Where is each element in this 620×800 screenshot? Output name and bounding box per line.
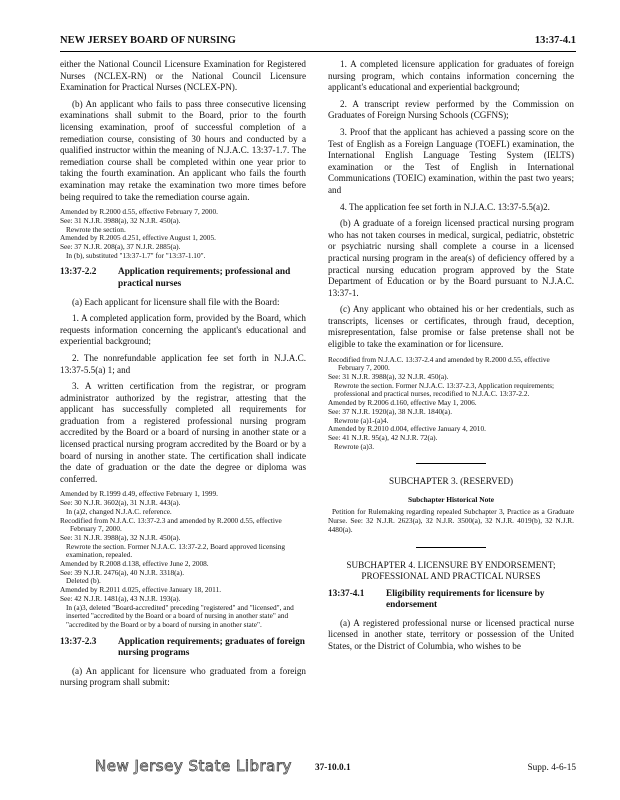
paragraph-2-3-b: (b) A graduate of a foreign licensed practical nursing program who has not taken courses in medical, surgical, pediatric, obstetric or psychiatric nursing shall complete a course in a licensed practical nursing program in the area(s) of deficiency offered by a practical nursing education program approved by the State Department of Education or by the Board pursuant to N.J.A.C. 13:37-1.: [328, 218, 574, 298]
header-title: NEW JERSEY BOARD OF NURSING: [60, 35, 236, 46]
subchapter-historical-note: Petition for Rulemaking regarding repealed Subchapter 3, Practice as a Graduate Nurse. See: 32 N.J.R. 2623(a), 32 N.J.R. 3500(a), 32 N.J.R. 4019(b), 32 N.J.R. 4480(a).: [328, 507, 574, 534]
right-column: [328, 59, 574, 657]
paragraph-2-3-a: (a) An applicant for licensure who graduated from a foreign nursing program shall submit:: [60, 665, 306, 688]
paragraph-2-2-a: (a) Each applicant for licensure shall file with the Board:: [72, 296, 280, 307]
paragraph-4-1-a: (a) A registered professional nurse or licensed practical nurse licensed in another state, territory or possession of the United States, or the District of Columbia, who wishes to be: [328, 617, 574, 651]
library-watermark: New Jersey State Library: [95, 757, 292, 775]
paragraph-2-2-1: 1. A completed application form, provided by the Board, which requests information concerning the applicant's educational and experiential background;: [60, 313, 306, 347]
history-note-2-2: Amended by R.1999 d.49, effective February 1, 1999. See: 30 N.J.R. 3602(a), 31 N.J.R. 443(a). In (a)2, changed N.J.A.C. reference. Recodified from N.J.A.C. 13:37-2.3 and amended by R.2000 d.55, effective February 7, 2000. See: 31 N.J.R. 3988(a), 32 N.J.R. 450(a). Rewrote the section. Former N.J.A.C. 13:37-2.2, Board approved licensing examination, repealed. Amended by R.2008 d.138, effective June 2, 2008. See: 39 N.J.R. 2476(a), 40 N.J.R. 3318(a). Deleted (b). Amended by R.2011 d.025, effective January 18, 2011. See: 42 N.J.R. 1481(a), 43 N.J.R. 193(a). In (a)3, deleted "Board-accredited" preceding "registered" and "licensed", and inserted "accredited by the Board or a board of nursing in another state" and "accredited by the Board or by a board of nursing in another state".: [60, 489, 294, 629]
paragraph-2-2-3: 3. A written certification from the registrar, or program administrator authorized by the registrar, attesting that the applicant has successfully completed all requirements for graduation from a registered professional nursing program accredited by the Board or a board of nursing in another state or a licensed practical nursing program accredited by the Board or by a board of nursing in another state. The certification shall indicate the date of graduation or the date the degree or diploma was conferred.: [60, 381, 306, 484]
page-footer: [60, 757, 576, 777]
history-note-2-3: Recodified from N.J.A.C. 13:37-2.4 and amended by R.2000 d.55, effective February 7, 2000. See: 31 N.J.R. 3988(a), 32 N.J.R. 450(a). Rewrote the section. Former N.J.A.C. 13:37-2.3, Application requirements; professional and practical nurses, recodified to N.J.A.C. 13:37-2.2. Amended by R.2006 d.160, effective May 1, 2006. See: 37 N.J.R. 1920(a), 38 N.J.R. 1840(a). Rewrote (a)1-(a)4. Amended by R.2010 d.004, effective January 4, 2010. See: 41 N.J.R. 95(a), 42 N.J.R. 72(a). Rewrote (a)3.: [328, 354, 555, 451]
paragraph-continued: either the National Council Licensure Examination for Registered Nurses (NCLEX-RN) or the National Council Licensure Examination for Practical Nurses (NCLEX-PN).: [60, 59, 306, 93]
paragraph-2-3-3: 3. Proof that the applicant has achieved a passing score on the Test of English as a Foreign Language (TOEFL) examination, the International English Language Testing System (IELTS) examination or the Test of English in International Communications (TOEIC) examination, within the past two years; and: [328, 126, 574, 195]
history-note-2-1: Amended by R.2000 d.55, effective February 7, 2000. See: 31 N.J.R. 3988(a), 32 N.J.R. 450(a). Rewrote the section. Amended by R.2005 d.251, effective August 1, 2005. See: 37 N.J.R. 208(a), 37 N.J.R. 2885(a). In (b), substituted "13:37-1.7" for "13:37-1.10".: [60, 207, 218, 260]
paragraph-2-2-2: 2. The nonrefundable application fee set forth in N.J.A.C. 13:37-5.5(a) 1; and: [60, 352, 306, 375]
running-header: [60, 33, 576, 52]
section-heading-4-1: 13:37-4.1 Eligibility requirements for licensure by endorsement: [328, 588, 545, 611]
section-heading-2-2: 13:37-2.2 Application requirements; professional and practical nurses: [60, 267, 291, 289]
left-column: [60, 59, 306, 694]
supplement-date: Supp. 4-6-15: [527, 763, 576, 773]
subchapter-historical-note-title: Subchapter Historical Note: [407, 495, 495, 505]
paragraph-2-3-2: 2. A transcript review performed by the Commission on Graduates of Foreign Nursing Schools (CGFNS);: [328, 98, 574, 121]
paragraph-b: (b) An applicant who fails to pass three consecutive licensing examinations shall submit to the Board, prior to the fourth licensing examination, proof of successful completion of a remediation course, consisting of 30 hours and conducted by a qualified instructor within the meaning of N.J.A.C. 13:37-1.7. The remediation course shall be completed within one year prior to taking the fourth examination. An applicant who fails the fourth examination may retake the examination two more times before being required to take the remediation course again.: [60, 98, 306, 202]
subchapter-3-heading: SUBCHAPTER 3. (RESERVED): [388, 476, 514, 487]
subchapter-4-heading-line2: PROFESSIONAL AND PRACTICAL NURSES: [361, 570, 541, 581]
paragraph-2-3-1: 1. A completed licensure application for graduates of foreign nursing program, which contains information concerning the applicant's educational and experiential background;: [328, 59, 574, 93]
page-number: 37-10.0.1: [315, 763, 351, 773]
section-heading-2-3: 13:37-2.3 Application requirements; graduates of foreign nursing programs: [60, 636, 305, 659]
subchapter-4-heading-line1: SUBCHAPTER 4. LICENSURE BY ENDORSEMENT;: [346, 559, 556, 570]
divider: [416, 547, 486, 548]
header-section-number: 13:37-4.1: [534, 35, 576, 46]
paragraph-2-3-c: (c) Any applicant who obtained his or her credentials, such as transcripts, licenses or certificates, through fraud, deception, misrepresentation, false promise or false pretense shall not be eligible to take the examination or for licensure.: [328, 304, 574, 350]
divider: [416, 463, 486, 464]
paragraph-2-3-4: 4. The application fee set forth in N.J.A.C. 13:37-5.5(a)2.: [340, 201, 550, 212]
